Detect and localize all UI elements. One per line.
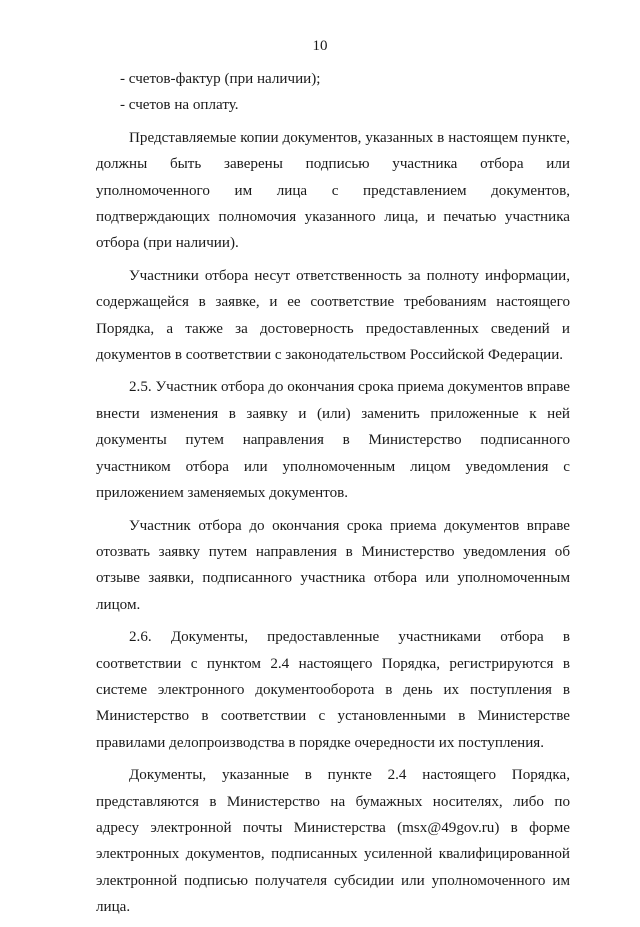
paragraph-withdrawal: Участник отбора до окончания срока приема документов вправе отозвать заявку путем направления в Министерство уведомления об отзыве заявки, подписанного участника отбора или уполномоченным лицом. [96, 517, 570, 613]
list-item-payment-bills: - счетов на оплату. [120, 97, 239, 114]
list-item-invoices: - счетов-фактур (при наличии); [120, 71, 321, 87]
document-body [96, 66, 570, 927]
paragraph-copies-certification: Представляемые копии документов, указанных в настоящем пункте, должны быть заверены подписью участника отбора или уполномоченного им лица с представлением документов, подтверждающих полномочия указанного лица, и печатью участника отбора (при наличии). [96, 129, 570, 252]
paragraph-submission-methods: Документы, указанные в пункте 2.4 настоящего Порядка, представляются в Министерство на бумажных носителях, либо по адресу электронной почты Министерства (msx@49gov.ru) в форме электронных документов, подписанных усиленной квалифицированной электронной подписью получателя субсидии или уполномоченного им лица. [96, 767, 570, 916]
page-number: 10 [312, 38, 328, 54]
paragraph-responsibility: Участники отбора несут ответственность за полноту информации, содержащейся в заявке, и ее соответствие требованиям настоящего Порядка, а также за достоверность предоставленных сведений и документов в соответствии с законодательством Российской Федерации. [96, 267, 570, 364]
paragraph-2-6-registration: 2.6. Документы, предоставленные участниками отбора в соответствии с пунктом 2.4 настоящего Порядка, регистрируются в системе электронного документооборота в день их поступления в Министерство в соответствии с установленными в Министерстве правилами делопроизводства в порядке очередности их поступления. [96, 629, 570, 751]
paragraph-2-5-changes: 2.5. Участник отбора до окончания срока приема документов вправе внести изменения в заявку и (или) заменить приложенные к ней документы путем направления в Министерство подписанного участником отбора или уполномоченным лицом уведомления с приложением заменяемых документов. [96, 379, 570, 502]
